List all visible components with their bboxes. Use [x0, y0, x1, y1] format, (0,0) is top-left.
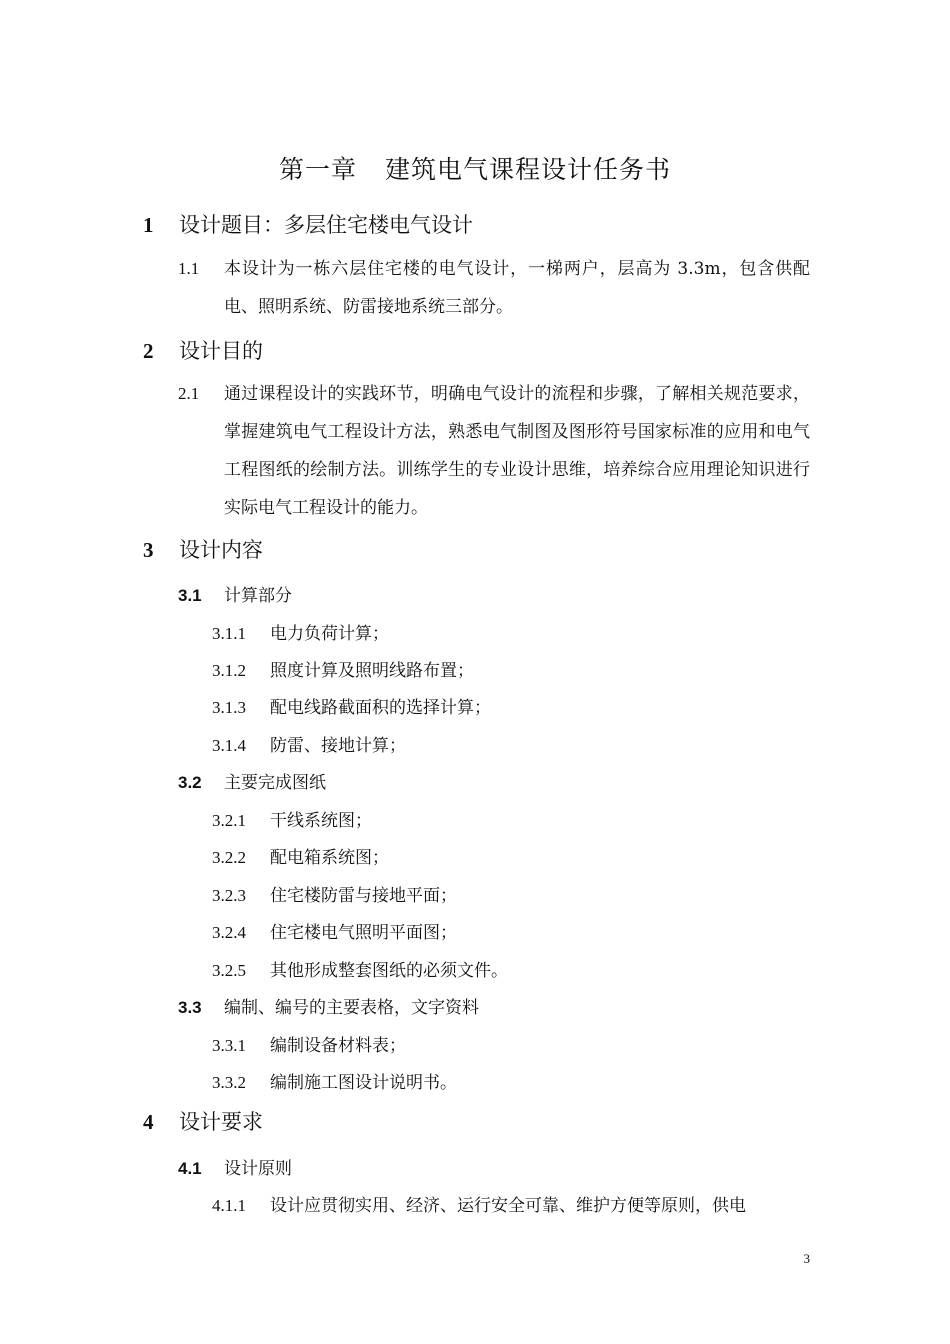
- paragraph-text: 本设计为一栋六层住宅楼的电气设计，一梯两户，层高为 3.3m，包含供配电、照明系统、防雷接地系统三部分。: [224, 259, 810, 317]
- subsection-title: 计算部分: [224, 586, 292, 606]
- section-title: 设计内容: [179, 538, 263, 562]
- list-item: [212, 918, 457, 943]
- list-item: [212, 843, 389, 868]
- section-title: 设计题目：多层住宅楼电气设计: [179, 213, 473, 237]
- list-item: [212, 693, 491, 718]
- item-number: 3.2.5: [212, 961, 246, 980]
- item-number: 3.1.4: [212, 736, 246, 755]
- section-number: 2: [143, 339, 154, 363]
- item-number: 3.2.1: [212, 811, 246, 830]
- subsection-4-1-heading: [178, 1154, 292, 1179]
- item-number: 3.1.3: [212, 698, 246, 717]
- section-number: 3: [143, 538, 154, 562]
- page-number: 3: [803, 1251, 810, 1266]
- list-item: [212, 731, 406, 756]
- list-item: [212, 656, 474, 681]
- item-number: 4.1.1: [212, 1196, 246, 1215]
- list-item: [212, 1191, 810, 1216]
- section-3-heading: [143, 534, 263, 564]
- paragraph-text: 通过课程设计的实践环节，明确电气设计的流程和步骤，了解相关规范要求，掌握建筑电气工程设计方法，熟悉电气制图及图形符号国家标准的应用和电气工程图纸的绘制方法。训练学生的专业设计思维，培养综合应用理论知识进行实际电气工程设计的能力。: [224, 384, 810, 518]
- item-text: 设计应贯彻实用、经济、运行安全可靠、维护方便等原则，供电: [270, 1196, 746, 1216]
- subsection-title: 设计原则: [224, 1159, 292, 1179]
- item-text: 其他形成整套图纸的必须文件。: [270, 961, 508, 981]
- item-text: 防雷、接地计算；: [270, 736, 406, 756]
- chapter-label: 第一章: [278, 155, 357, 184]
- paragraph-number: 2.1: [178, 384, 200, 403]
- list-item: [212, 619, 389, 644]
- subsection-number: 4.1: [178, 1159, 202, 1178]
- item-number: 3.2.3: [212, 886, 246, 905]
- subsection-title: 主要完成图纸: [224, 773, 326, 793]
- item-number: 3.2.2: [212, 848, 246, 867]
- item-text: 配电箱系统图；: [270, 848, 389, 868]
- subsection-number: 3.3: [178, 998, 202, 1017]
- list-item: [212, 1031, 406, 1056]
- subsection-3-1-heading: [178, 581, 292, 606]
- subsection-number: 3.1: [178, 586, 202, 605]
- paragraph-2-1: [178, 375, 810, 527]
- item-text: 电力负荷计算；: [270, 624, 389, 644]
- section-1-heading: [143, 209, 473, 239]
- list-item: [212, 956, 508, 981]
- paragraph-1-1: [178, 250, 810, 326]
- section-number: 1: [143, 213, 154, 237]
- item-text: 住宅楼电气照明平面图；: [270, 923, 457, 943]
- item-number: 3.3.1: [212, 1036, 246, 1055]
- subsection-number: 3.2: [178, 773, 202, 792]
- item-number: 3.1.2: [212, 661, 246, 680]
- section-title: 设计要求: [179, 1110, 263, 1134]
- chapter-title: [0, 150, 950, 186]
- section-title: 设计目的: [179, 339, 263, 363]
- list-item: [212, 806, 372, 831]
- section-2-heading: [143, 335, 263, 365]
- paragraph-number: 1.1: [178, 259, 200, 278]
- subsection-3-2-heading: [178, 768, 326, 793]
- list-item: [212, 1068, 457, 1093]
- item-text: 照度计算及照明线路布置；: [270, 661, 474, 681]
- subsection-title: 编制、编号的主要表格，文字资料: [224, 998, 479, 1018]
- item-number: 3.2.4: [212, 923, 246, 942]
- subsection-3-3-heading: [178, 993, 479, 1018]
- item-text: 干线系统图；: [270, 811, 372, 831]
- chapter-name: 建筑电气课程设计任务书: [385, 155, 672, 184]
- item-text: 住宅楼防雷与接地平面；: [270, 886, 457, 906]
- section-4-heading: [143, 1106, 263, 1136]
- item-text: 配电线路截面积的选择计算；: [270, 698, 491, 718]
- section-number: 4: [143, 1110, 154, 1134]
- item-text: 编制设备材料表；: [270, 1036, 406, 1056]
- item-text: 编制施工图设计说明书。: [270, 1073, 457, 1093]
- list-item: [212, 881, 457, 906]
- item-number: 3.3.2: [212, 1073, 246, 1092]
- item-number: 3.1.1: [212, 624, 246, 643]
